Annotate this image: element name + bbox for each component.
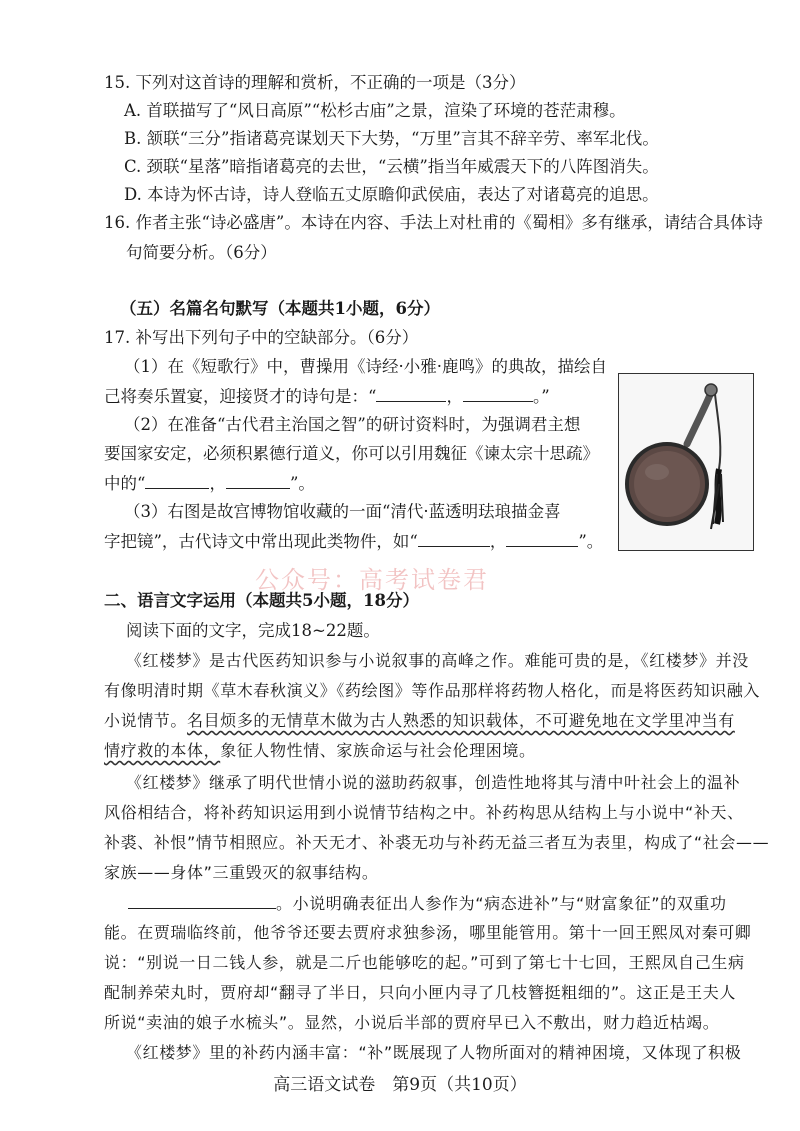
passage-p2-line1: 《红楼梦》继承了明代世情小说的滋助药叙事，创造性地将其与清中叶社会上的温补 — [126, 773, 741, 792]
q17-p1-mid: ， — [446, 387, 463, 406]
q15-option-a: A. 首联描写了“风日高原”“松杉古庙”之景，渲染了环境的苍茫肃穆。 — [124, 101, 626, 120]
q17-p2-line3 — [104, 472, 315, 495]
q17-p1-blank2[interactable] — [463, 385, 533, 402]
q15-option-d: D. 本诗为怀古诗，诗人登临五丈原瞻仰武侯庙，表达了对诸葛亮的追思。 — [124, 185, 659, 204]
passage-answer-blank[interactable] — [128, 892, 276, 909]
passage-p2-line2: 风俗相结合，将补药知识运用到小说情节结构之中。补药构思从结构上与小说中“补天、 — [104, 803, 744, 822]
passage-p3-line1 — [128, 892, 727, 915]
passage-p3-line1-text: 。小说明确表征出人参作为“病态进补”与“财富象征”的双重功 — [276, 894, 727, 913]
q16-line2: 句简要分析。（6分） — [126, 243, 277, 262]
q17-p3-blank2[interactable] — [506, 530, 578, 547]
passage-p3-line5: 所说“卖油的娘子水梳头”。显然，小说后半部的贾府早已入不敷出，财力趋近枯竭。 — [104, 1013, 720, 1032]
page-footer: 高三语文试卷 第9页（共10页） — [273, 1075, 527, 1095]
section5-title: （五）名篇名句默写（本题共1小题，6分） — [120, 299, 440, 318]
q15-option-c: C. 颈联“星落”暗指诸葛亮的去世，“云横”指当年威震天下的八阵图消失。 — [124, 157, 659, 176]
passage-p3-line4: 配制养荣丸时，贾府却“翻寻了半日，只向小匣内寻了几枝簪挺粗细的”。这正是王夫人 — [104, 983, 736, 1002]
q17-p2-mid: ， — [209, 474, 226, 493]
passage-p3-line3: 说：“别说一日二钱人参，就是二斤也能够吃的起。”可到了第七十七回，王熙凤自己生病 — [104, 953, 745, 972]
passage-p4-line1: 《红楼梦》里的补药内涵丰富：“补”既展现了人物所面对的精神困境，又体现了积极 — [126, 1043, 742, 1062]
passage-p2-line3: 补裘、补恨”情节相照应。补天无才、补裘无功与补药无益三者互为表里，构成了“社会—— — [104, 833, 770, 852]
q17-p3-end: ”。 — [578, 532, 604, 551]
q17-p1-pre: 己将奏乐置宴，迎接贤才的诗句是：“ — [104, 387, 377, 406]
q17-p3-line1: （3）右图是故宫博物馆收藏的一面“清代·蓝透明珐琅描金喜 — [124, 502, 561, 521]
q17-p2-blank2[interactable] — [226, 472, 290, 489]
passage-p1-line1: 《红楼梦》是古代医药知识参与小说叙事的高峰之作。难能可贵的是，《红楼梦》并没 — [126, 651, 749, 670]
hand-mirror-icon — [619, 374, 753, 550]
passage-p1-line3a: 小说情节。 — [104, 711, 188, 730]
q17-p2-line1: （2）在准备“古代君主治国之智”的研讨资料时，为强调君主想 — [124, 415, 581, 434]
passage-p1-line4b: 象征人物性情、家族命运与社会伦理困境。 — [220, 741, 536, 760]
q17-p3-line2 — [104, 530, 603, 553]
q17-p2-pre: 中的“ — [104, 474, 146, 493]
watermark-text: 公众号：高考试卷君 — [255, 566, 489, 594]
q17-p2-line2: 要国家安定，必须积累德行道义，你可以引用魏征《谏太宗十思疏》 — [104, 444, 599, 463]
q15-stem: 15. 下列对这首诗的理解和赏析，不正确的一项是（3分） — [104, 73, 526, 92]
wavy-underlined-sentence-part2: 情疗救的本体， — [104, 741, 221, 760]
q17-p2-blank1[interactable] — [145, 472, 209, 489]
q17-p1-line1: （1）在《短歌行》中，曹操用《诗经·小雅·鹿鸣》的典故，描绘自 — [124, 357, 607, 376]
q17-p3-pre: 字把镜”，古代诗文中常出现此类物件，如“ — [104, 532, 418, 551]
passage-p1-line2: 有像明清时期《草木春秋演义》《药绘图》等作品那样将药物人格化，而是将医药知识融入 — [104, 681, 761, 700]
q17-p3-mid: ， — [489, 532, 507, 551]
q17-stem: 17. 补写出下列句子中的空缺部分。（6分） — [104, 328, 419, 347]
q16-line1: 16. 作者主张“诗必盛唐”。本诗在内容、手法上对杜甫的《蜀相》多有继承，请结合具体诗 — [104, 213, 763, 232]
section2-intro: 阅读下面的文字，完成18~22题。 — [126, 621, 380, 640]
passage-p3-line2: 能。在贾瑞临终前，他爷爷还要去贾府求独参汤，哪里能管用。第十一回王熙凤对秦可卿 — [104, 923, 752, 942]
section2-title: 二、语言文字运用（本题共5小题，18分） — [104, 591, 419, 610]
q17-p1-blank1[interactable] — [376, 385, 446, 402]
wavy-underlined-sentence-part1: 名目烦多的无情草木做为古人熟悉的知识载体，不可避免地在文学里冲当有 — [187, 711, 735, 730]
passage-p2-line4: 家族——身体”三重毁灭的叙事结构。 — [104, 863, 379, 882]
q17-p2-end: ”。 — [289, 474, 315, 493]
passage-p1-line4 — [104, 740, 536, 762]
q15-option-b: B. 颔联“三分”指诸葛亮谋划天下大势，“万里”言其不辞辛劳、率军北伐。 — [124, 129, 659, 148]
q17-p3-blank1[interactable] — [418, 530, 490, 547]
q17-p1-end: 。” — [532, 387, 550, 406]
mirror-figure — [618, 373, 754, 551]
passage-p1-line3 — [104, 710, 735, 732]
q17-p1-line2 — [104, 385, 550, 408]
